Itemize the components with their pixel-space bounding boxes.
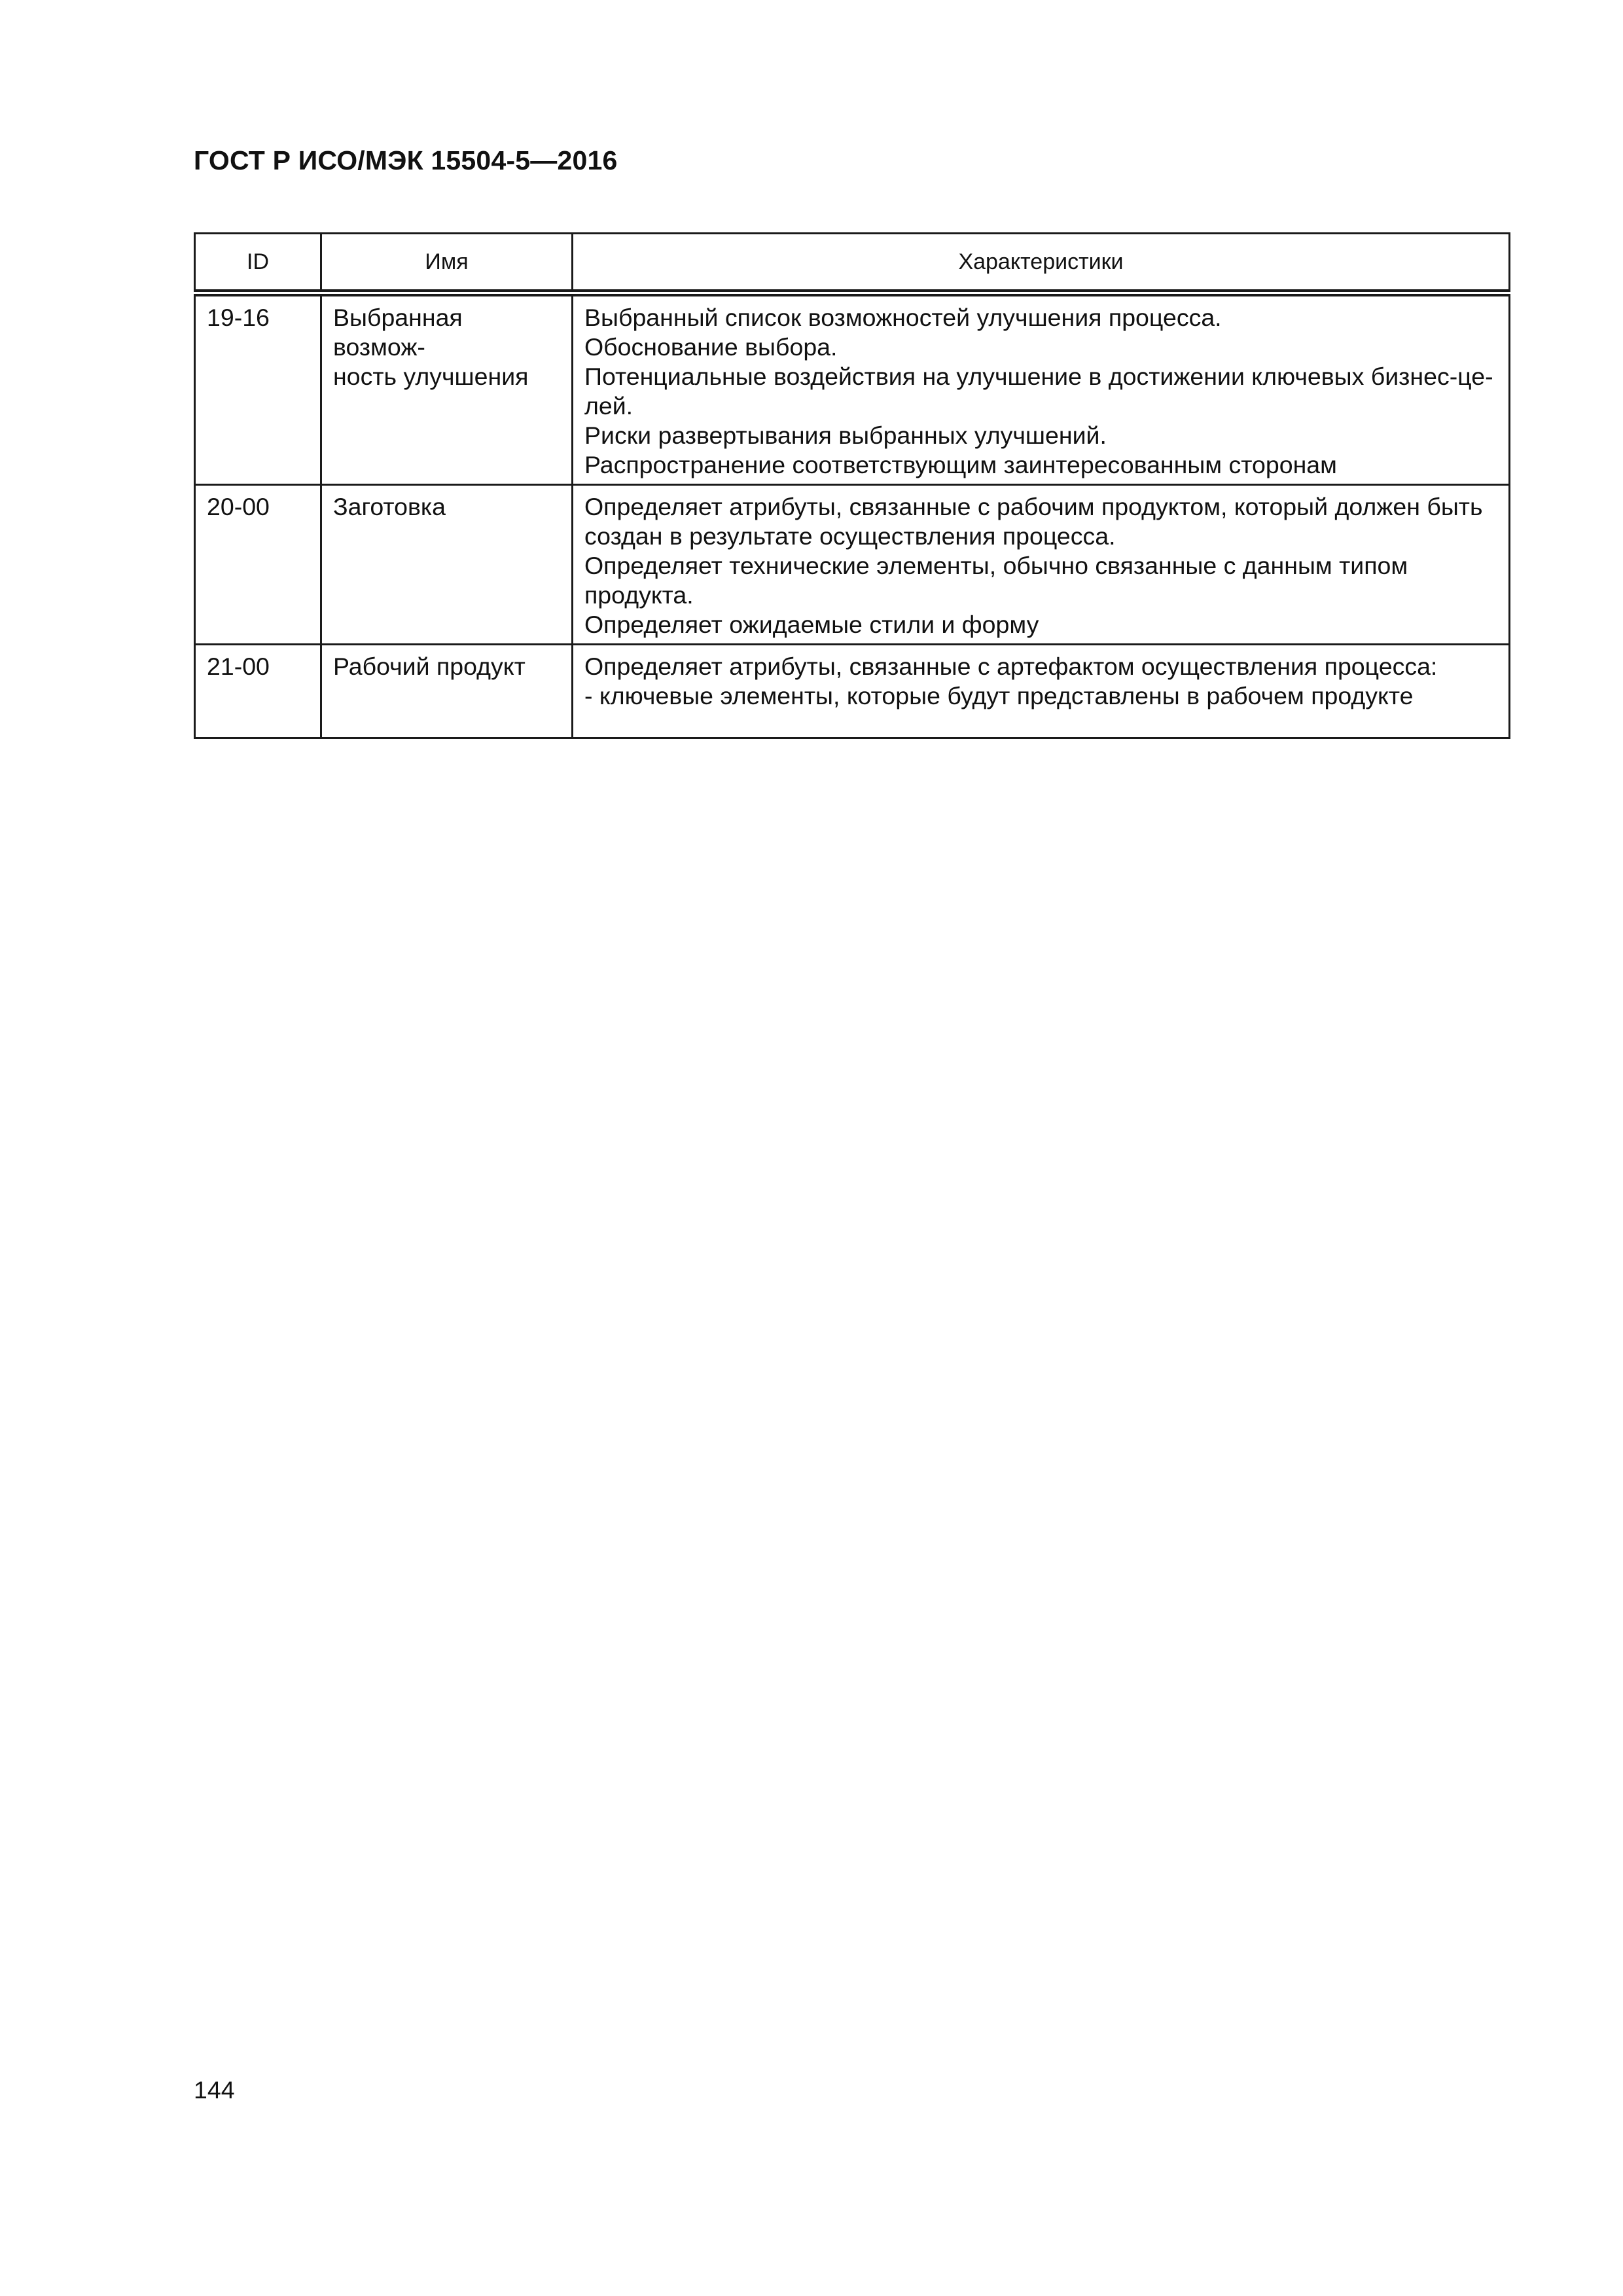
cell-id: 21-00: [195, 645, 321, 738]
characteristic-line: Потенциальные воздействия на улучшение в достижении ключевых бизнес-це-: [584, 363, 1493, 390]
characteristic-line: Обоснование выбора.: [584, 333, 838, 361]
characteristic-line: Определяет атрибуты, связанные с рабочим продуктом, который должен быть: [584, 493, 1483, 520]
cell-name-line: Заготовка: [333, 493, 446, 520]
cell-characteristics: [573, 645, 1510, 738]
cell-id: 20-00: [195, 485, 321, 645]
cell-id: 19-16: [195, 293, 321, 485]
column-header-id: ID: [195, 234, 321, 293]
characteristic-line: Выбранный список возможностей улучшения процесса.: [584, 304, 1222, 331]
cell-characteristics: [573, 485, 1510, 645]
cell-name: [321, 485, 573, 645]
table-header-row: [195, 234, 1510, 293]
cell-name: [321, 645, 573, 738]
characteristic-line: Определяет атрибуты, связанные с артефактом осуществления процесса:: [584, 653, 1438, 680]
cell-characteristics: [573, 293, 1510, 485]
cell-name: [321, 293, 573, 485]
characteristic-line: создан в результате осуществления процесса.: [584, 522, 1116, 550]
characteristic-line: Распространение соответствующим заинтересованным сторонам: [584, 451, 1337, 478]
document-standard-title: ГОСТ Р ИСО/МЭК 15504-5—2016: [194, 145, 618, 175]
characteristic-line: - ключевые элементы, которые будут представлены в рабочем продукте: [584, 682, 1414, 709]
cell-name-line: Выбранная возмож-: [333, 304, 463, 361]
work-products-table: [194, 232, 1510, 739]
column-header-name: Имя: [321, 234, 573, 293]
table-row: [195, 293, 1510, 485]
characteristic-line: Определяет технические элементы, обычно связанные с данным типом продукта.: [584, 552, 1408, 609]
table-row: [195, 645, 1510, 738]
characteristic-line: Риски развертывания выбранных улучшений.: [584, 422, 1107, 449]
cell-name-line: ность улучшения: [333, 363, 529, 390]
characteristic-line: Определяет ожидаемые стили и форму: [584, 611, 1039, 638]
table-row: [195, 485, 1510, 645]
column-header-characteristics: Характеристики: [573, 234, 1510, 293]
cell-name-line: Рабочий продукт: [333, 653, 526, 680]
page-number: 144: [194, 2076, 235, 2104]
characteristic-line: лей.: [584, 392, 633, 420]
